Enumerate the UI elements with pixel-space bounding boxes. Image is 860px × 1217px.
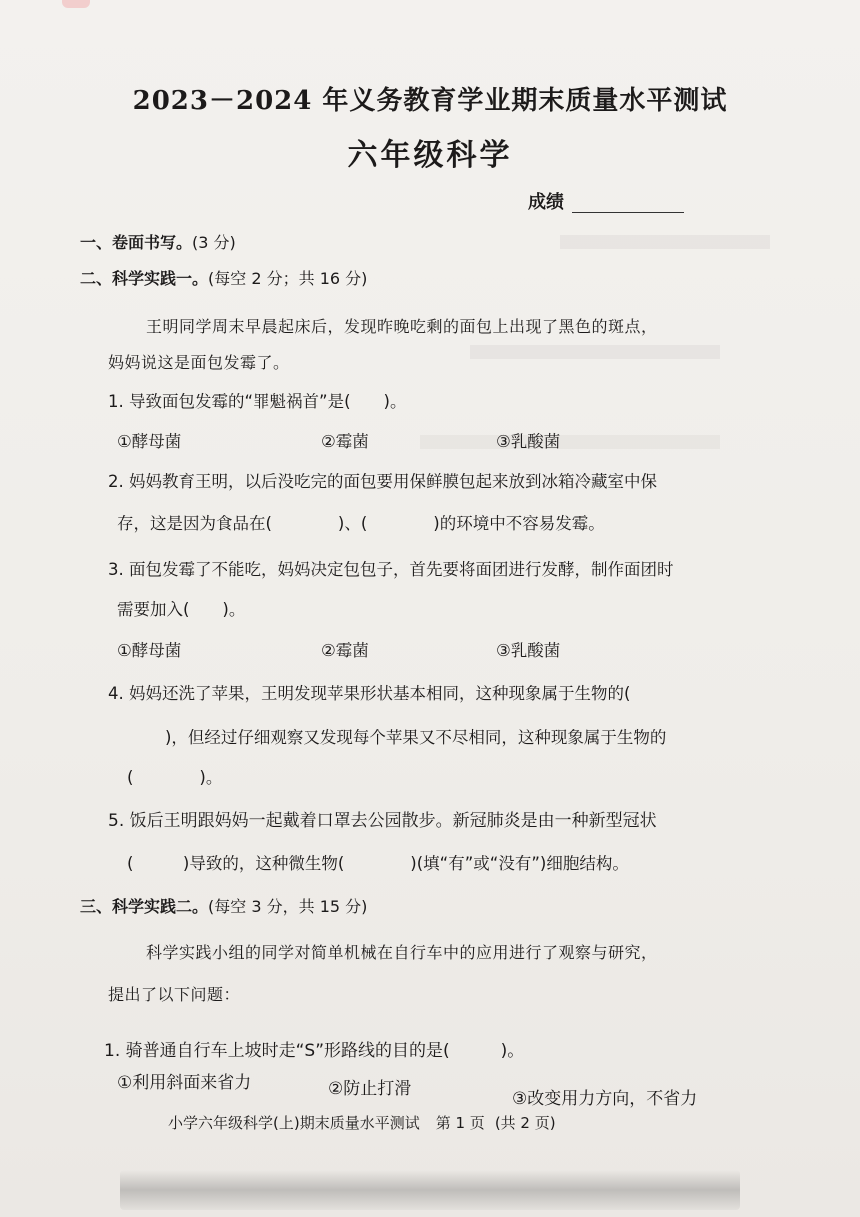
question-2-5-line-2: ( )导致的，这种微生物( )(填“有”或“没有”)细胞结构。 xyxy=(127,854,629,873)
section-2-intro-line-2: 妈妈说这是面包发霉了。 xyxy=(108,353,290,372)
question-2-2-line-2: 存，这是因为食品在( )、( )的环境中不容易发霉。 xyxy=(117,514,605,533)
section-2-title: 二、科学实践一。 xyxy=(80,269,209,288)
section-3-intro-line-2: 提出了以下问题： xyxy=(108,985,241,1004)
section-1-title: 一、卷面书写。 xyxy=(80,233,193,252)
question-2-3-option-1[interactable]: ①酵母菌 xyxy=(117,641,182,660)
question-2-3-option-2[interactable]: ②霉菌 xyxy=(321,641,369,660)
question-2-1-stem: 1. 导致面包发霉的“罪魁祸首”是( )。 xyxy=(108,392,407,411)
red-corner-mark xyxy=(62,0,90,8)
question-2-1-option-1[interactable]: ①酵母菌 xyxy=(117,432,182,451)
page-footer xyxy=(168,1112,556,1133)
section-2-intro-line-1: 王明同学周末早晨起床后，发现昨晚吃剩的面包上出现了黑色的斑点， xyxy=(146,317,658,336)
bottom-binding-shadow xyxy=(120,1170,740,1210)
question-2-5-line-1: 5. 饭后王明跟妈妈一起戴着口罩去公园散步。新冠肺炎是由一种新型冠状 xyxy=(108,811,657,831)
footer-page-number: 第 1 页 xyxy=(435,1114,485,1132)
show-through-smudge xyxy=(420,435,720,449)
show-through-smudge xyxy=(470,345,720,359)
question-2-3-option-3[interactable]: ③乳酸菌 xyxy=(496,641,561,660)
section-3-note: (每空 3 分，共 15 分) xyxy=(208,897,368,916)
question-2-3-line-1: 3. 面包发霉了不能吃，妈妈决定包包子，首先要将面团进行发酵，制作面团时 xyxy=(108,560,674,579)
question-2-2-line-1: 2. 妈妈教育王明，以后没吃完的面包要用保鲜膜包起来放到冰箱冷藏室中保 xyxy=(108,472,657,491)
section-3-intro-line-1: 科学实践小组的同学对简单机械在自行车中的应用进行了观察与研究， xyxy=(146,943,658,962)
question-3-1-option-3[interactable]: ③改变用力方向，不省力 xyxy=(512,1089,698,1109)
score-blank-line[interactable] xyxy=(572,212,684,213)
footer-title: 小学六年级科学(上)期末质量水平测试 xyxy=(168,1114,420,1132)
section-3-heading xyxy=(80,894,367,917)
section-2-heading xyxy=(80,266,367,289)
question-3-1-option-1[interactable]: ①利用斜面来省力 xyxy=(117,1073,252,1093)
section-2-note: (每空 2 分；共 16 分) xyxy=(208,269,368,288)
question-2-1-option-2[interactable]: ②霉菌 xyxy=(321,432,369,451)
exam-subtitle: 六年级科学 xyxy=(347,138,513,173)
footer-total-pages: (共 2 页) xyxy=(494,1114,556,1132)
question-3-1-option-2[interactable]: ②防止打滑 xyxy=(328,1079,412,1099)
section-3-title: 三、科学实践二。 xyxy=(80,897,209,916)
question-2-4-line-1: 4. 妈妈还洗了苹果，王明发现苹果形状基本相同，这种现象属于生物的( xyxy=(108,684,631,703)
question-2-4-line-2: )，但经过仔细观察又发现每个苹果又不尽相同，这种现象属于生物的 xyxy=(165,728,667,747)
question-3-1-stem: 1. 骑普通自行车上坡时走“S”形路线的目的是( )。 xyxy=(104,1041,525,1061)
section-1-note: (3 分) xyxy=(192,233,236,252)
score-label: 成绩 xyxy=(528,192,564,213)
exam-title: 2023－2024 年义务教育学业期末质量水平测试 xyxy=(132,86,728,116)
show-through-smudge xyxy=(560,235,770,249)
question-2-4-line-3: ( )。 xyxy=(127,768,223,787)
question-2-1-option-3[interactable]: ③乳酸菌 xyxy=(496,432,561,451)
question-2-3-line-2: 需要加入( )。 xyxy=(117,600,246,619)
section-1-heading xyxy=(80,230,236,253)
